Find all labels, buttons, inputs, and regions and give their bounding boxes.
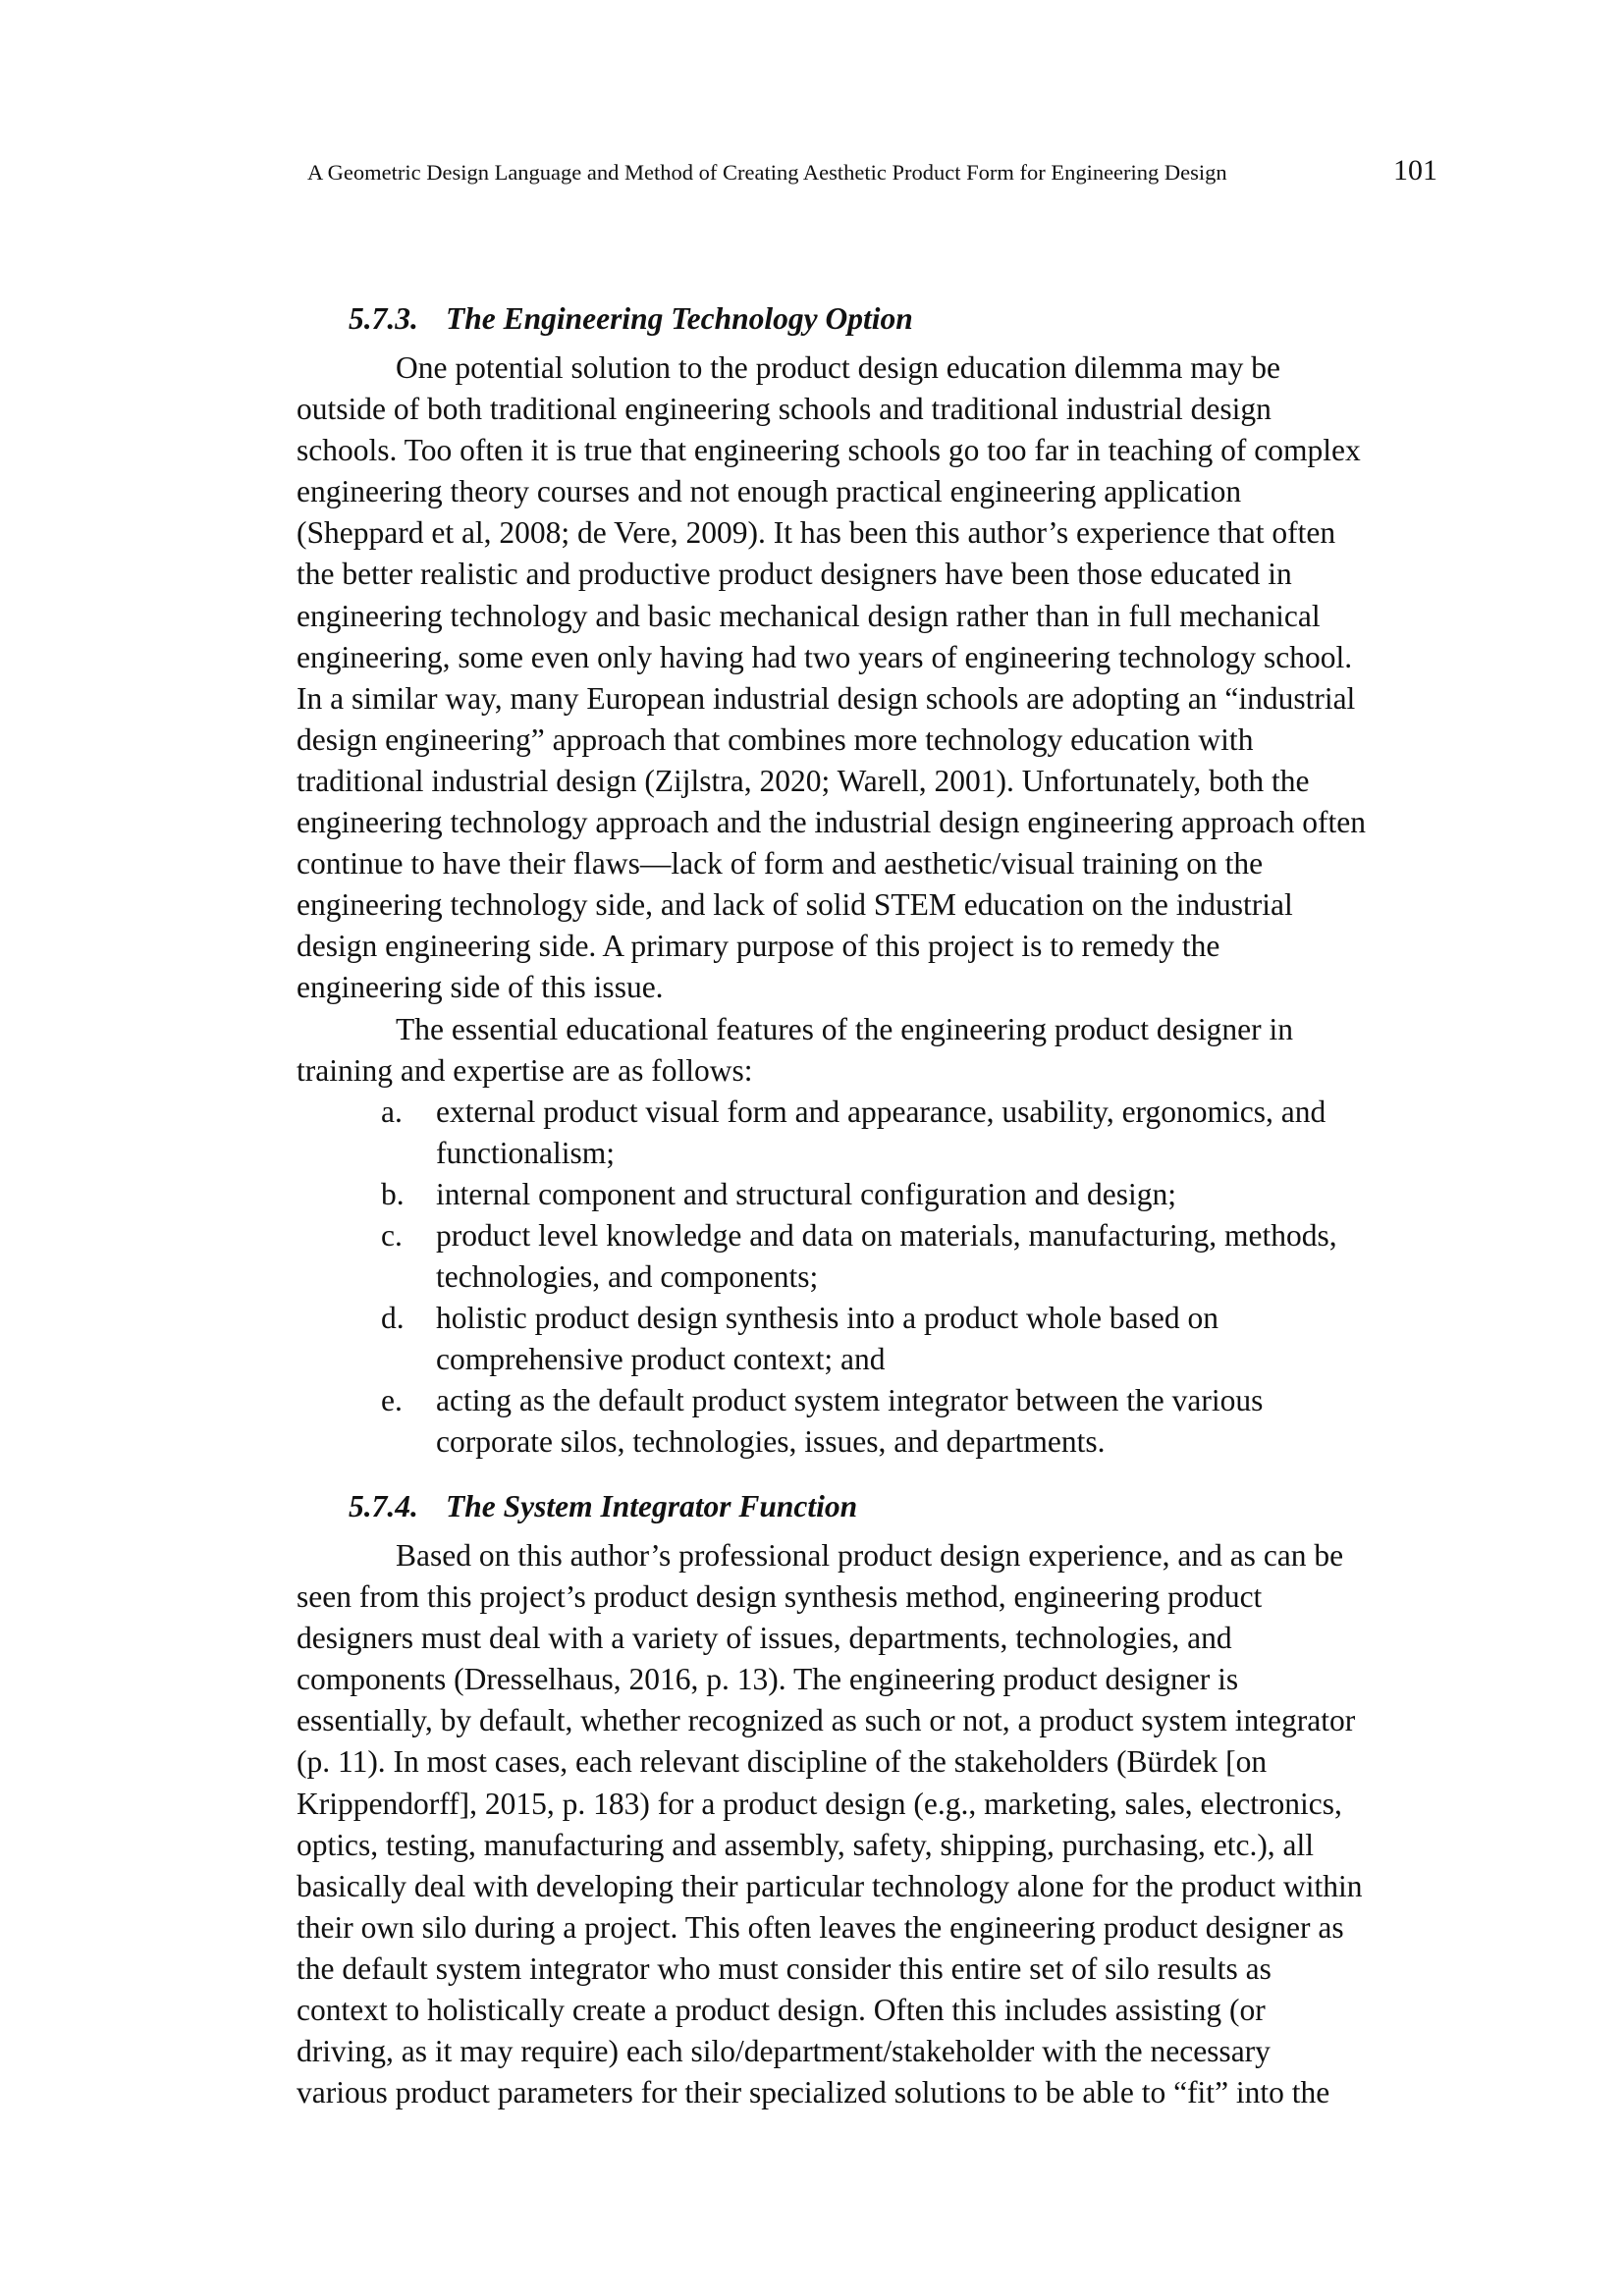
section-heading <box>0 298 1624 347</box>
line-text: schools. Too often it is true that engineering schools go too far in teaching of complex <box>297 433 1361 468</box>
line-text: seen from this project’s product design synthesis method, engineering product <box>297 1579 1263 1615</box>
text-line <box>0 1576 1624 1618</box>
list-marker: d. <box>381 1301 405 1336</box>
text-line <box>0 1825 1624 1866</box>
line-text: various product parameters for their specialized solutions to be able to “fit” into the <box>297 2075 1330 2110</box>
text-line <box>0 1659 1624 1700</box>
text-line <box>0 512 1624 554</box>
line-text: designers must deal with a variety of issues, departments, technologies, and <box>297 1621 1232 1656</box>
text-line <box>0 1866 1624 1907</box>
text-line <box>0 1092 1624 1133</box>
section-title: The System Integrator Function <box>446 1489 858 1523</box>
line-text: essentially, by default, whether recognized as such or not, a product system integrator <box>297 1703 1356 1738</box>
line-text: engineering technology side, and lack of solid STEM education on the industrial <box>297 887 1293 923</box>
feature-list <box>0 1092 1624 1464</box>
section-number: 5.7.4. <box>349 1489 418 1523</box>
text-line <box>0 926 1624 967</box>
line-text: the default system integrator who must consider this entire set of silo results as <box>297 1950 1272 1986</box>
text-line <box>0 1133 1624 1174</box>
list-item <box>0 1174 1624 1215</box>
line-text: outside of both traditional engineering schools and traditional industrial design <box>297 392 1272 427</box>
line-text: continue to have their flaws—lack of form and aesthetic/visual training on the <box>297 846 1264 881</box>
paragraph <box>0 1535 1624 2113</box>
text-line <box>0 802 1624 843</box>
line-text: training and expertise are as follows: <box>297 1052 753 1088</box>
text-line <box>0 761 1624 802</box>
section-title: The Engineering Technology Option <box>446 301 913 336</box>
line-text: driving, as it may require) each silo/department/stakeholder with the necessary <box>297 2034 1271 2069</box>
text-line <box>0 1618 1624 1659</box>
section-5-7-3 <box>0 298 1624 1464</box>
line-text: their own silo during a project. This often leaves the engineering product designer as <box>297 1909 1344 1945</box>
line-text: the better realistic and productive product designers have been those educated in <box>297 557 1292 592</box>
line-text: internal component and structural configuration and design; <box>436 1176 1177 1211</box>
text-line <box>0 884 1624 926</box>
line-text: corporate silos, technologies, issues, and departments. <box>436 1424 1106 1460</box>
text-line <box>0 2072 1624 2113</box>
line-text: basically deal with developing their particular technology alone for the product within <box>297 1868 1363 1903</box>
section-5-7-4 <box>0 1486 1624 2113</box>
text-line <box>0 1380 1624 1421</box>
line-text: engineering technology approach and the industrial design engineering approach often <box>297 805 1366 840</box>
text-line <box>0 430 1624 471</box>
text-line <box>0 1907 1624 1949</box>
line-text: acting as the default product system integrator between the various <box>436 1383 1264 1418</box>
text-line <box>0 1421 1624 1463</box>
line-text: traditional industrial design (Zijlstra, 2020; Warell, 2001). Unfortunately, both the <box>297 763 1310 798</box>
text-line <box>0 471 1624 512</box>
line-text: technologies, and components; <box>436 1259 819 1295</box>
text-line <box>0 1990 1624 2031</box>
line-text: engineering, some even only having had two years of engineering technology school. <box>297 639 1353 674</box>
text-line <box>0 843 1624 884</box>
line-text: Krippendorff], 2015, p. 183) for a product design (e.g., marketing, sales, electronics, <box>297 1786 1342 1821</box>
page-number: 101 <box>1393 154 1437 187</box>
paragraph <box>0 347 1624 1009</box>
line-text: (Sheppard et al, 2008; de Vere, 2009). It has been this author’s experience that often <box>297 515 1336 551</box>
line-text: engineering side of this issue. <box>297 970 664 1005</box>
text-line <box>0 1700 1624 1741</box>
text-line <box>0 1009 1624 1050</box>
section-body <box>0 1535 1624 2113</box>
text-line <box>0 678 1624 720</box>
line-text: design engineering” approach that combines more technology education with <box>297 721 1254 757</box>
list-marker: a. <box>381 1094 403 1129</box>
list-item <box>0 1298 1624 1380</box>
line-text: engineering technology and basic mechanical design rather than in full mechanical <box>297 598 1321 633</box>
text-line <box>0 347 1624 389</box>
line-text: context to holistically create a product design. Often this includes assisting (or <box>297 1993 1266 2028</box>
line-text: Based on this author’s professional product design experience, and as can be <box>396 1538 1344 1573</box>
text-line <box>0 1256 1624 1298</box>
line-text: external product visual form and appearance, usability, ergonomics, and <box>436 1094 1326 1129</box>
text-line <box>0 389 1624 430</box>
list-marker: e. <box>381 1383 403 1418</box>
text-line <box>0 596 1624 637</box>
line-text: product level knowledge and data on materials, manufacturing, methods, <box>436 1217 1337 1253</box>
line-text: engineering theory courses and not enough practical engineering application <box>297 474 1242 509</box>
text-line <box>0 554 1624 595</box>
list-marker: b. <box>381 1176 405 1211</box>
line-text: components (Dresselhaus, 2016, p. 13). The engineering product designer is <box>297 1662 1239 1697</box>
text-line <box>0 2031 1624 2072</box>
text-line <box>0 637 1624 678</box>
list-item <box>0 1092 1624 1174</box>
text-line <box>0 720 1624 761</box>
line-text: One potential solution to the product design education dilemma may be <box>396 350 1281 385</box>
paragraph <box>0 1009 1624 1092</box>
text-line <box>0 1339 1624 1380</box>
text-line <box>0 1050 1624 1092</box>
line-text: functionalism; <box>436 1135 615 1170</box>
section-body <box>0 347 1624 1464</box>
text-line <box>0 1741 1624 1783</box>
line-text: design engineering side. A primary purpose of this project is to remedy the <box>297 929 1220 964</box>
text-line <box>0 1949 1624 1990</box>
line-text: optics, testing, manufacturing and assembly, safety, shipping, purchasing, etc.), all <box>297 1827 1315 1862</box>
text-line <box>0 1298 1624 1339</box>
section-heading <box>0 1486 1624 1535</box>
line-text: The essential educational features of the engineering product designer in <box>396 1011 1294 1046</box>
line-text: (p. 11). In most cases, each relevant discipline of the stakeholders (Bürdek [on <box>297 1744 1268 1780</box>
list-item <box>0 1380 1624 1463</box>
line-text: comprehensive product context; and <box>436 1342 886 1377</box>
section-number: 5.7.3. <box>349 301 418 336</box>
text-line <box>0 1784 1624 1825</box>
line-text: In a similar way, many European industrial design schools are adopting an “industrial <box>297 680 1356 716</box>
list-item <box>0 1215 1624 1298</box>
text-line <box>0 1535 1624 1576</box>
text-line <box>0 1215 1624 1256</box>
text-line <box>0 967 1624 1008</box>
text-line <box>0 1174 1624 1215</box>
line-text: holistic product design synthesis into a product whole based on <box>436 1301 1219 1336</box>
list-marker: c. <box>381 1217 403 1253</box>
running-header-title: A Geometric Design Language and Method of Creating Aesthetic Product Form for Engineering Design <box>307 160 1227 185</box>
